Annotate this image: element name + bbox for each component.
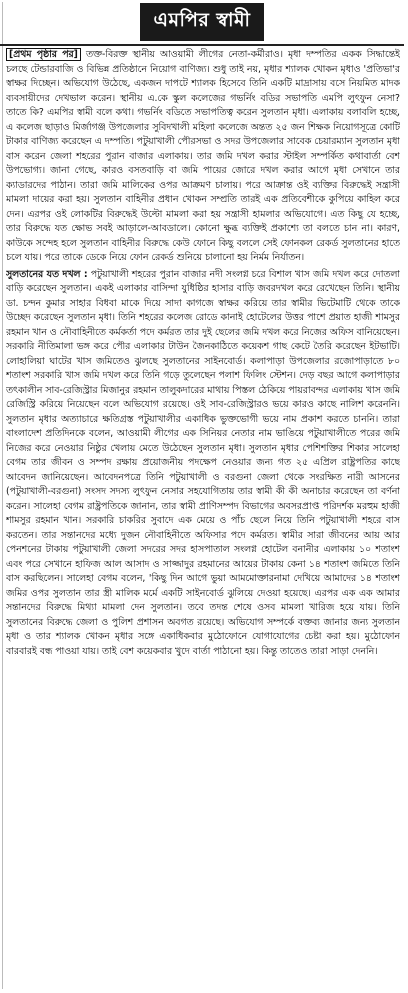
paragraph-1-text: তক্ত-বিরক্ত স্থানীয় আওয়ামী লীগের নেতা-কর্মীরাও। মৃধা দম্পতির একক সিদ্ধান্তেই চলছে টেন্ডারবাজি ও বিভিন্ন প্রতিষ্ঠানে নিয়োগ বাণিজ্য। শুধু তাই নয়, মৃধার শ্যালক খোকন মৃধাও 'প্রতিভা'র স্বাক্ষর দিচ্ছেন। অভিযোগ উঠেছে, একজন দাপটে শ্যালক হিসেবে তিনি একটি মাদ্রাসায় বসে নিয়মিত মাদক ব্যবসায়ীদের দেখভাল করেন। স্থানীয় এ.কে স্কুল কলেজের গভর্নিং বডির সভাপতি এমপি লুৎফুন নেসা? তাতে কি? এমপির স্বামী বলে কথা। গভর্নিং বডিতে সভাপতিত্ব করেন সুলতান মৃধা। এলাকায় বলাবলি হচ্ছে, এ কলেজ ছাড়াও মির্জাগঞ্জ উপজেলার সুবিদখালী মহিলা কলেজে অন্তত ২৫ জন শিক্ষক নিয়োগসূত্রে কোটি টাকার বাণিজ্য করেছেন এ দম্পতি। পটুয়াখালী পৌরসভা ও সদর উপজেলার সাবেক চেয়ারম্যান সুলতান মৃধা বাস করেন জেলা শহরের পুরান বাজার এলাকায়। তার জমি দখল করার স্টাইল সম্পর্কিত কথাবার্তা বেশ উপভোগ্য। জানা গেছে, কারও বসতবাড়ি বা জমি পায়ের জোরে দখল করার আগে মৃধা সেখানে তার ক্যাডারদের পাঠান। তারা জমি মালিকের ওপর আক্রমণ চালায়। পরে আক্রান্ত ওই ব্যক্তির বিরুদ্ধেই সন্ত্রাসী মামলা দায়ের করা হয়। সুলতান বাহিনীর প্রধান খোকন সম্প্রতি তারই এক প্রতিবেশীকে কুপিয়ে কাহিল করে দেন। এরপর ওই লোকটির বিরুদ্ধেই উল্টো মামলা করা হয় সন্ত্রাসী হামলার অভিযোগে। এত কিছু যে হচ্ছে, তার বিরুদ্ধে যত ক্ষোভ সবই আড়ালে-আবডালে। কোনো ক্ষুব্ধ ব্যক্তিই প্রকাশ্যে তা বলতে চান না। কারণ, কাউকে সন্দেহ হলে সুলতান বাহিনীর বিরুদ্ধে কেউ ফোনে কিছু বললে সেই ফোনকল রেকর্ড সুলতানের হাতে চলে যায়। পরে তাকে ডেকে নিয়ে ফোন রেকর্ড শুনিয়ে চালানো হয় নির্মম নির্যাতন। [6, 49, 400, 263]
article-body [6, 48, 400, 986]
paragraph-2 [6, 268, 400, 660]
section-subheading: সুলতানের যত দখল : [6, 268, 88, 280]
paragraph-2-text: পটুয়াখালী শহরের পুরান বাজার নদী সংলগ্ন চরে বিশাল খাস জমি দখল করে দোতলা বাড়ি করেছেন সুলতান। একই এলাকার বাসিন্দা যুধিষ্ঠির হাসার বাড়ি জবরদখল করে রেখেছেন তিনি। স্থানীয় ডা. চন্দন কুমার সাহার বিধবা মাকে দিয়ে সাদা কাগজে স্বাক্ষর করিয়ে তার স্বামীর ভিটেমাটি থেকে তাকে উচ্ছেদ করেছেন সুলতান মৃধা। তিনি শহরের কলেজ রোডে কানাই হোটেলের উত্তর পাশে প্রয়াত হাজী শামসুর রহমান খান ও নৌবাহিনীতে কর্মকর্তা পদে কর্মরত তার দুই ছেলের জমি দখল করে নিজের অফিস বানিয়েছেন। সরকারি নীতিমালা ভঙ্গ করে পৌর এলাকার টাউন জৈনকাঠিতে কয়েকশ গাছ কেটে তৈরি করেছেন ইটভাটি। লোহালিয়া ঘাটের খাস জমিতেও ঝুলছে সুলতানের সাইনবোর্ড। কলাপাড়া উপজেলার রজোপাড়াতে ৮০ শতাংশ সরকারি খাস জমি দখল করে তিনি গড়ে তুলেছেন পলাশ ফিলিং স্টেশন। দেড় বছর আগে কলাপাড়ার তৎকালীন সাব-রেজিস্ট্রার মিজানুর রহমান তালুকদারের মাথায় পিস্তল ঠেকিয়ে পায়রাবন্দর এলাকায় খাস জমি রেজিস্ট্রি করিয়ে নিয়েছেন বলে অভিযোগ রয়েছে। ওই সাব-রেজিস্ট্রারও ভয়ে কারও কাছে নালিশ করেননি। সুলতান মৃধার অত্যাচারে ক্ষতিগ্রস্ত পটুয়াখালীর একাধিক ভুক্তভোগী ভয়ে নাম প্রকাশ করতে চাননি। তারা বাংলাদেশ প্রতিদিনকে বলেন, আওয়ামী লীগের এক সিনিয়র নেতার নাম ভাঙিয়ে পটুয়াখালীতে পরের জমি নিজের করে নেওয়ার নিষ্ঠুর খেলায় মেতে উঠেছেন সুলতান মৃধা। সুলতান মৃধার পেশিশক্তির শিকার সালেহা বেগম তার জীবন ও সম্পদ রক্ষায় প্রয়োজনীয় পদক্ষেপ নেওয়ার জন্য গত ২৫ এপ্রিল রাষ্ট্রপতির কাছে আবেদন জানিয়েছেন। আবেদনপত্রে তিনি পটুয়াখালী ও বরগুনা জেলা থেকে সংরক্ষিত নারী আসনের (পটুয়াখালী-বরগুনা) সংসদ সদস্য লুৎফুন নেসার সহযোগিতায় তার স্বামী কী কী অনাচার করেছেন তা বর্ণনা করেন। সালেহা বেগম রাষ্ট্রপতিকে জানান, তার স্বামী প্রাণিসম্পদ বিভাগের অবসরপ্রাপ্ত পরিদর্শক মরহুম হাজী শামসুর রহমান খান। সরকারি চাকরির সুবাদে এক মেয়ে ও পাঁচ ছেলে নিয়ে তিনি পটুয়াখালী শহরে বাস করতেন। তার সন্তানদের মধ্যে দুজন নৌবাহিনীতে অফিসার পদে কর্মরত। স্বামীর সারা জীবনের আয় আর পেনশনের টাকায় পটুয়াখালী জেলা সদরের সদর হাসপাতাল সংলগ্ন হোটেল বনানীর এলাকায় ১০ শতাংশ এবং পরে সেখানে হাফিজ আল আসাদ ও সাজ্জাদুর রহমানের আয়ের টাকায় কেনা ১৪ শতাংশ জমিতে তিনি বাস করছিলেন। সালেহা বেগম বলেন, 'কিছু দিন আগে ভুয়া আমমোক্তারনামা দেখিয়ে আমাদের ১৪ শতাংশ জমির ওপর সুলতান তার স্ত্রী মালিক মর্মে একটি সাইনবোর্ড ঝুলিয়ে দেওয়া হয়েছে। এরপর এক এক আমার সন্তানদের বিরুদ্ধে মিথ্যা মামলা দেন সুলতান। তবে তদন্ত শেষে ওসব মামলা খারিজ হয়ে যায়। তিনি সুলতানের বিরুদ্ধে জেলা ও পুলিশ প্রশাসন অবগত রয়েছে। অভিযোগ সম্পর্কে বক্তব্য জানার জন্য সুলতান মৃধা ও তার শ্যালক খোকন মৃধার সঙ্গে একাধিকবার মুঠোফোনে যোগাযোগের চেষ্টা করা হয়। মুঠোফোন বারবারই বন্ধ পাওয়া যায়। তাই বেশ কয়েকবার খুদে বার্তা পাঠানো হয়। কিন্তু তাতেও তারা সাড়া দেননি। [6, 268, 400, 657]
headline: এমপির স্বামী [140, 3, 265, 41]
headline-bar [0, 0, 404, 46]
paragraph-1 [6, 48, 400, 266]
continued-from-tag: [প্রথম পৃষ্ঠার পর] [6, 48, 81, 61]
